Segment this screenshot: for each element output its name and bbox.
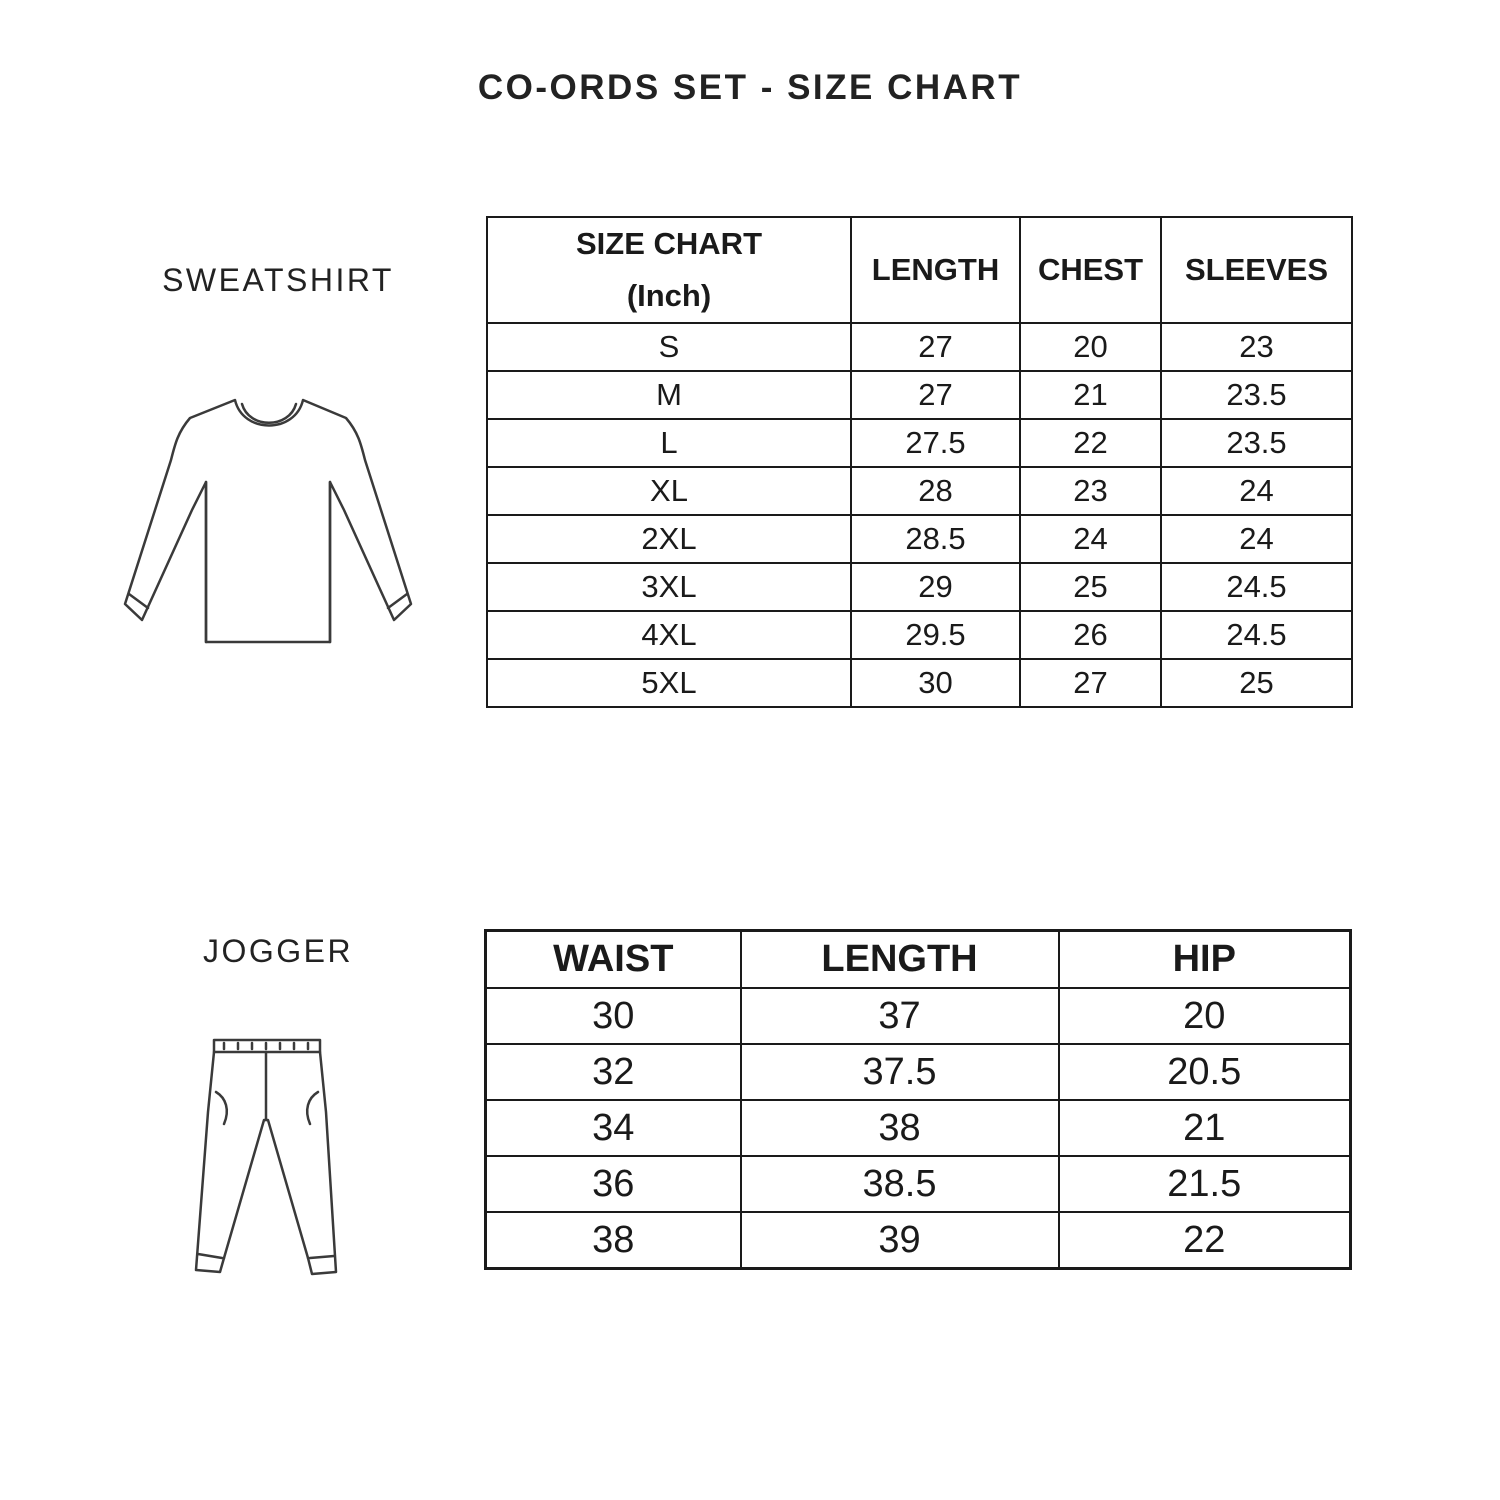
table-row xyxy=(487,467,1352,515)
table-row xyxy=(487,371,1352,419)
length-cell: 29 xyxy=(851,563,1020,611)
length-cell: 27 xyxy=(851,323,1020,371)
chest-cell: 24 xyxy=(1020,515,1161,563)
size-cell: XL xyxy=(487,467,851,515)
sleeves-header: SLEEVES xyxy=(1161,217,1352,323)
length-cell: 28 xyxy=(851,467,1020,515)
table-row xyxy=(486,1100,1351,1156)
chest-cell: 23 xyxy=(1020,467,1161,515)
jogger-icon xyxy=(186,1032,346,1284)
size-cell: 5XL xyxy=(487,659,851,707)
hip-cell: 21 xyxy=(1059,1100,1351,1156)
waist-header: WAIST xyxy=(486,931,741,989)
jogger-size-table xyxy=(484,929,1352,1270)
jogger-label: JOGGER xyxy=(202,933,354,969)
page-title: CO-ORDS SET - SIZE CHART xyxy=(477,68,1023,107)
sleeves-cell: 24 xyxy=(1161,467,1352,515)
sleeves-cell: 23.5 xyxy=(1161,419,1352,467)
chest-cell: 20 xyxy=(1020,323,1161,371)
table-row xyxy=(487,611,1352,659)
sweatshirt-icon xyxy=(118,392,418,648)
length-cell: 29.5 xyxy=(851,611,1020,659)
table-row xyxy=(486,1044,1351,1100)
sleeves-cell: 23.5 xyxy=(1161,371,1352,419)
sleeves-cell: 25 xyxy=(1161,659,1352,707)
length-cell: 38 xyxy=(741,1100,1059,1156)
sweatshirt-label: SWEATSHIRT xyxy=(162,262,394,298)
waist-cell: 38 xyxy=(486,1212,741,1269)
waist-cell: 30 xyxy=(486,988,741,1044)
length-cell: 27.5 xyxy=(851,419,1020,467)
sweatshirt-size-table xyxy=(486,216,1353,708)
chest-cell: 26 xyxy=(1020,611,1161,659)
sleeves-cell: 24.5 xyxy=(1161,563,1352,611)
table-row xyxy=(486,1212,1351,1269)
size-cell: L xyxy=(487,419,851,467)
size-chart-header xyxy=(487,217,851,323)
chest-cell: 21 xyxy=(1020,371,1161,419)
size-cell: 3XL xyxy=(487,563,851,611)
waist-cell: 36 xyxy=(486,1156,741,1212)
chest-cell: 22 xyxy=(1020,419,1161,467)
size-cell: 4XL xyxy=(487,611,851,659)
size-cell: S xyxy=(487,323,851,371)
length-cell: 38.5 xyxy=(741,1156,1059,1212)
length-cell: 37.5 xyxy=(741,1044,1059,1100)
table-header-row xyxy=(486,931,1351,989)
hip-cell: 21.5 xyxy=(1059,1156,1351,1212)
size-cell: M xyxy=(487,371,851,419)
length-cell: 28.5 xyxy=(851,515,1020,563)
table-row xyxy=(487,419,1352,467)
hip-cell: 20.5 xyxy=(1059,1044,1351,1100)
length-cell: 30 xyxy=(851,659,1020,707)
length-cell: 39 xyxy=(741,1212,1059,1269)
table-row xyxy=(487,563,1352,611)
waist-cell: 34 xyxy=(486,1100,741,1156)
table-row xyxy=(486,988,1351,1044)
hip-cell: 22 xyxy=(1059,1212,1351,1269)
chest-cell: 27 xyxy=(1020,659,1161,707)
sleeves-cell: 23 xyxy=(1161,323,1352,371)
table-row xyxy=(486,1156,1351,1212)
chest-cell: 25 xyxy=(1020,563,1161,611)
sleeves-cell: 24.5 xyxy=(1161,611,1352,659)
table-row xyxy=(487,659,1352,707)
length-header: LENGTH xyxy=(851,217,1020,323)
hip-cell: 20 xyxy=(1059,988,1351,1044)
size-chart-header-line1: SIZE CHART xyxy=(576,226,762,261)
table-row xyxy=(487,515,1352,563)
size-chart-header-line2: (Inch) xyxy=(626,278,712,313)
hip-header: HIP xyxy=(1059,931,1351,989)
chest-header: CHEST xyxy=(1020,217,1161,323)
length-cell: 37 xyxy=(741,988,1059,1044)
size-cell: 2XL xyxy=(487,515,851,563)
length-header: LENGTH xyxy=(741,931,1059,989)
table-header-row xyxy=(487,217,1352,323)
waist-cell: 32 xyxy=(486,1044,741,1100)
length-cell: 27 xyxy=(851,371,1020,419)
sleeves-cell: 24 xyxy=(1161,515,1352,563)
table-row xyxy=(487,323,1352,371)
